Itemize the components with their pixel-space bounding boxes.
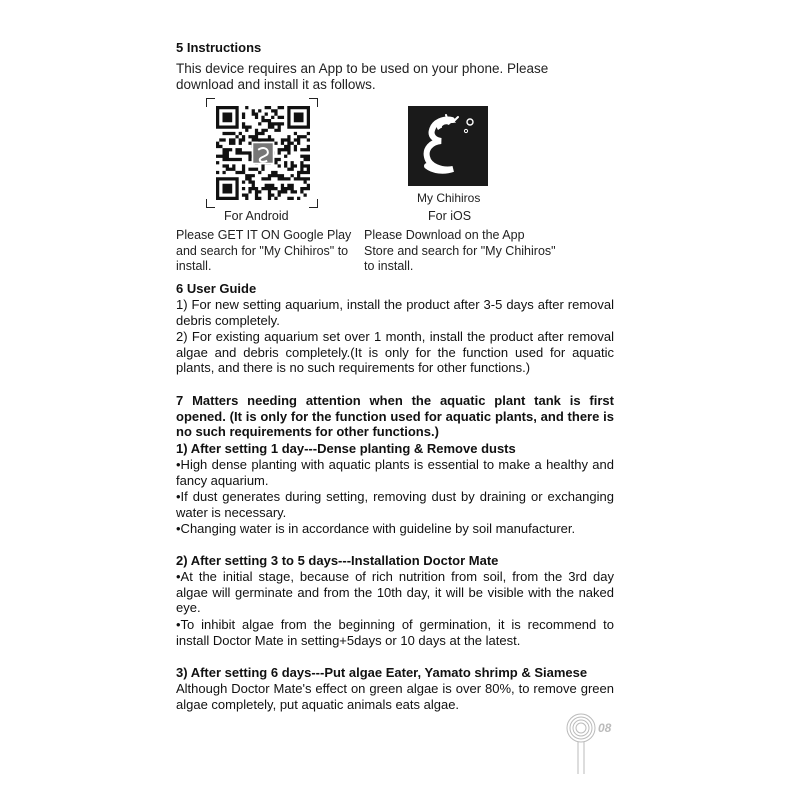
step-3-body: Although Doctor Mate's effect on green algae is over 80%, to remove green algae completely, put aquatic animals eats algae. <box>176 681 614 712</box>
ios-text-line-3: to install. <box>364 259 414 273</box>
step-1-bullet-1: •High dense planting with aquatic plants is essential to make a healthy and fancy aquarium. <box>176 457 614 488</box>
page-number-marker <box>565 712 625 782</box>
concentric-circle-icon <box>565 712 625 782</box>
section-7-title: 7 Matters needing attention when the aquatic plant tank is first opened. (It is only for the function used for aquatic plants, and there is no such requirements for other functions.) <box>176 393 614 440</box>
step-3-title: 3) After setting 6 days---Put algae Eater, Yamato shrimp & Siamese <box>176 665 588 680</box>
ios-app-name: My Chihiros <box>417 191 481 205</box>
section-6-item-2: 2) For existing aquarium set over 1 month, install the product after removal algae and debris completely.(It is only for the function used for aquatic plants, and there is no such requirements for other functions.) <box>176 329 614 376</box>
dragon-logo-icon <box>408 106 488 186</box>
android-caption: For Android <box>224 209 289 223</box>
ios-instructions <box>364 228 556 275</box>
android-text-line-2: and search for "My Chihiros" to <box>176 243 349 258</box>
step-1-title: 1) After setting 1 day---Dense planting & Remove dusts <box>176 441 516 456</box>
step-2-bullet-1: •At the initial stage, because of rich nutrition from soil, from the 3rd day algae will germinate and from the 10th day, it will be visible with the naked eye. <box>176 569 614 616</box>
section-6-title: 6 User Guide <box>176 281 257 296</box>
step-1-bullet-3: •Changing water is in accordance with guideline by soil manufacturer. <box>176 521 576 536</box>
section-5-intro <box>176 61 556 93</box>
android-qr-code <box>206 98 318 208</box>
android-text-line-1: Please GET IT ON Google Play <box>176 228 352 242</box>
step-2-title: 2) After setting 3 to 5 days---Installation Doctor Mate <box>176 553 499 568</box>
my-chihiros-app-icon <box>408 106 488 186</box>
android-instructions <box>176 228 351 275</box>
qr-code-icon <box>216 106 310 200</box>
step-2-bullet-2: •To inhibit algae from the beginning of germination, it is recommend to install Doctor Mate in setting+5days or 10 days at the latest. <box>176 617 614 648</box>
page-number: 08 <box>598 721 612 735</box>
intro-line-2: download and install it as follows. <box>176 77 376 92</box>
android-text-line-3: install. <box>176 259 212 273</box>
ios-text-line-1: Please Download on the App <box>364 228 525 242</box>
ios-caption: For iOS <box>428 209 472 223</box>
intro-line-1: This device requires an App to be used on your phone. Please <box>176 61 549 76</box>
section-5-title: 5 Instructions <box>176 40 262 55</box>
step-1-bullet-2: •If dust generates during setting, removing dust by draining or exchanging water is necessary. <box>176 489 614 520</box>
ios-text-line-2: Store and search for "My Chihiros" <box>364 243 556 258</box>
section-6-item-1: 1) For new setting aquarium, install the product after 3-5 days after removal debris completely. <box>176 297 614 328</box>
